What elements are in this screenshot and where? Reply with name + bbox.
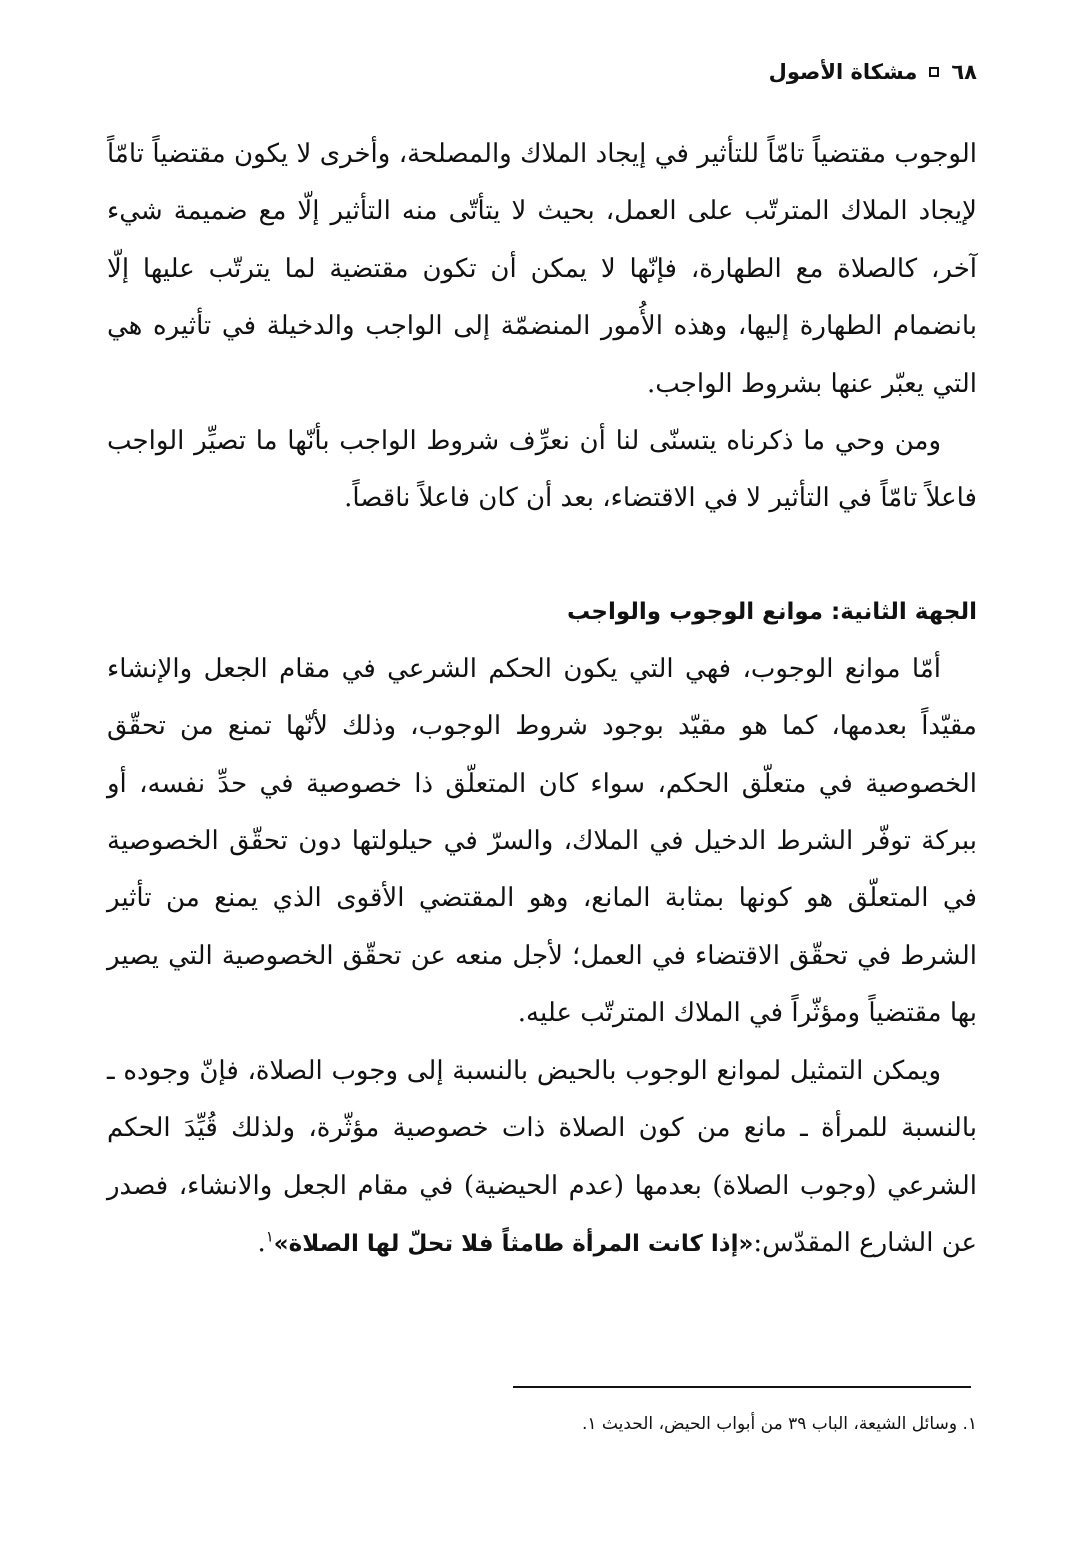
paragraph-with-quote: ويمكن التمثيل لموانع الوجوب بالحيض بالنسبة إلى وجوب الصلاة، فإنّ وجوده ـ بالنسبة للمرأة ـ مانع من كون الصلاة ذات خصوصية مؤثّرة، ولذلك قُيِّدَ الحكم الشرعي (وجوب الصلاة) بعدمها (عدم الحيضية) في مقام الجعل والانشاء، فصدر عن الشارع المقدّس:«إذا كانت المرأة طامثاً فلا تحلّ لها الصلاة»$^١$.: [107, 1055, 977, 1258]
footnote-divider: [513, 1386, 971, 1388]
square-ornament-icon: [929, 67, 939, 77]
hadith-quote: «إذا كانت المرأة طامثاً فلا تحلّ لها الصلاة»: [273, 1230, 754, 1257]
paragraph: ومن وحي ما ذكرناه يتسنّى لنا أن نعرِّف شروط الواجب بأنّها ما تصيِّر الواجب فاعلاً تامّاً في التأثير لا في الاقتضاء، بعد أن كان فاعلاً ناقصاً.: [107, 426, 977, 514]
running-header: [769, 52, 977, 92]
footnote-reference[interactable]: ١: [265, 1227, 274, 1246]
page-number: ٦٨: [951, 60, 977, 84]
paragraph: الوجوب مقتضياً تامّاً للتأثير في إيجاد الملاك والمصلحة، وأخرى لا يكون مقتضياً تامّاً لإيجاد الملاك المترتّب على العمل، بحيث لا يتأتّى منه التأثير إلّا مع ضميمة شيء آخر، كالصلاة مع الطهارة، فإنّها لا يمكن أن تكون مقتضية لما يترتّب عليها إلّا بانضمام الطهارة إليها، وهذه الأُمور المنضمّة إلى الواجب والدخيلة في تأثيره هي التي يعبّر عنها بشروط الواجب.: [107, 139, 977, 399]
footnote: [107, 1404, 977, 1444]
book-title: مشكاة الأصول: [768, 60, 918, 84]
footnote-text: ١. وسائل الشيعة، الباب ٣٩ من أبواب الحيض، الحديث ١.: [581, 1414, 977, 1434]
main-text: [107, 126, 977, 1273]
section-heading: الجهة الثانية: موانع الوجوب والواجب: [567, 598, 977, 625]
paragraph: أمّا موانع الوجوب، فهي التي يكون الحكم الشرعي في مقام الجعل والإنشاء مقيّداً بعدمها، كما هو مقيّد بوجود شروط الوجوب، وذلك لأنّها تمنع من تحقّق الخصوصية في متعلّق الحكم، سواء كان المتعلّق ذا خصوصية في حدِّ نفسه، أو ببركة توفّر الشرط الدخيل في الملاك، والسرّ في حيلولتها دون تحقّق الخصوصية في المتعلّق هو كونها بمثابة المانع، وهو المقتضي الأقوى الذي يمنع من تأثير الشرط في تحقّق الاقتضاء في العمل؛ لأجل منعه عن تحقّق الخصوصية التي يصير بها مقتضياً ومؤثّراً في الملاك المترتّب عليه.: [107, 653, 977, 1029]
paragraph-text: ويمكن التمثيل لموانع الوجوب بالحيض بالنسبة إلى وجوب الصلاة، فإنّ وجوده ـ بالنسبة للمرأة ـ مانع من كون الصلاة ذات خصوصية مؤثّرة، ولذلك قُيِّدَ الحكم الشرعي (وجوب الصلاة) بعدمها (عدم الحيضية) في مقام الجعل والانشاء، فصدر عن الشارع المقدّس:: [107, 1055, 977, 1258]
